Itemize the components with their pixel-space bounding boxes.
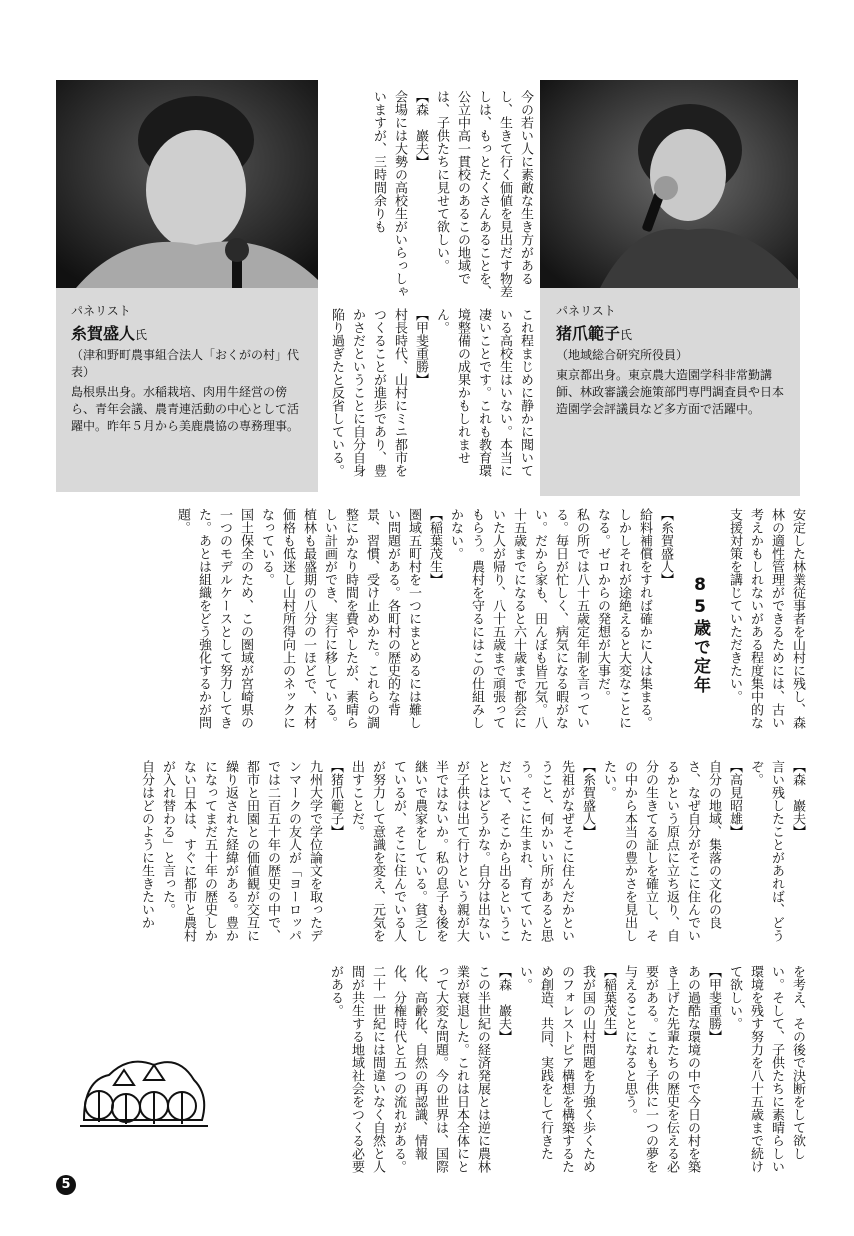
panelist-photo-itoga <box>56 80 318 288</box>
panelist-name: 猪爪範子氏 <box>556 324 633 343</box>
panelist-affiliation: （津和野町農事組合法人「おくがの村」代表） <box>71 348 300 379</box>
panelist-role: パネリスト <box>556 304 616 318</box>
top-right-text: 今の若い人に素敵な生き方があるし、生きて行く価値を見出だす物差しは、もっとたくさんあることを、公立中高一貫校のあるこの地域では、子供たちに見せて欲しい。 【森 巖夫】 会場には大勢の高校生がいらっしゃいますが、三時間余りも <box>371 90 533 298</box>
panelist-photo-inokuma <box>540 80 798 288</box>
middle-col-a: 安定した林業従事者を山村に残し、森林の適性管理ができるためには、古い考えかもしれないがある程度集中的な支援対策を講じていただきたい。 <box>727 508 805 729</box>
panelist-caption-itoga <box>56 288 318 492</box>
forest-illustration <box>74 1040 214 1130</box>
panelist-affiliation: （地域総合研究所役員） <box>556 348 689 362</box>
panelist-bio: 島根県出身。水稲栽培、肉用牛経営の傍ら、青年会議、農青連活動の中心として活躍中。昨年５月から美鹿農協の専務理事。 <box>71 385 300 433</box>
panelist-role: パネリスト <box>71 304 131 318</box>
panelist-caption-inokuma <box>540 288 800 496</box>
lower-col-a: 【森 巖夫】 言い残したことがあれば、どうぞ。 【高見昭雄】 自分の地域、集落の文化の良さ、なぜ自分がそこに住んでいるかという原点に立ち返り、自分の生きてる証しを確立し、その中から本当の豊かさを見出したい。 【糸賀盛人】 先祖がなぜそこに住んだかということ、何かいい所があると思う。そこに生まれ、育てていただいて、そこから出るということとはどうかな。自分は出ないが子供は出て行けという親が大半ではないか。私の息子も後を継いで農家をしている。貧乏しているが、そこに住んでいる人が努力して意識を変え、元気を出すことだ。 【猪爪範子】 九州大学で学位論文を取ったデンマークの友人が「ヨーロッパでは二百五十年の歴史の中で、都市と田園との価値観が交互に繰り返された経緯がある。豊かになってまだ五十年の歴史しかない日本は、すぐに都市と農村が入れ替わる」と言った。 自分はどのように生きたいか <box>139 760 805 942</box>
middle-col-b: 【糸賀盛人】 給料補償をすれば確かに人は集まる。しかしそれが途絶えると大変なことになる。ゼロからの発想が大事だ。 私の所では八十五歳定年制を言っている。毎日が忙しく、病気になる暇がない。だから家も、田んぼも皆元気。八十五歳までになると六十歳まで都会にいた人が帰り、八十五歳まで頑張ってもらう。農村を守るにはこの仕組みしかない。 【稲葉茂生】 圏域五町村を一つにまとめるには難しい問題がある。各町村の歴史的な背景、習慣、受け止めかた。これらの調整にかなり時間を費やしたが、素晴らしい計画ができ、実行に移している。 植林も最盛期の八分の一ほどで、木材価格も低迷し山村所得向上のネックになっている。 国土保全のため、この圏域が宮崎県の一つのモデルケースとして努力してきた。あとは組織をどう強化するかが問題。 <box>175 508 673 729</box>
lower-col-b: を考え、その後で決断をして欲しい。そして、子供たちに素晴らしい環境を残す努力を八十五歳まで続けて欲しい。 【甲斐重勝】 あの過酷な環境の中で今日の村を築き上げた先輩たちの歴史を伝える必要がある。これも子供に一つの夢を与えることになると思う。 【稲葉茂生】 我が国の山村問題を力強く歩くためのフォレストピア構想を構築するため創造、共同、実践をして行きたい。 【森 巖夫】 この半世紀の経済発展とは逆に農林業が衰退した。これは日本全体にとって大変な問題。今の世界は、国際化、高齢化、自然の再認識、情報化、分権時代と五つの流れがある。二十一世紀には間違いなく自然と人間が共生する地域社会をつくる必要がある。 <box>328 965 805 1173</box>
page-number: 5 <box>56 1175 76 1195</box>
panelist-bio: 東京都出身。東京農大造園学科非常勤講師、林政審議会施策部門専門調査員や日本造園学会評議員など多方面で活躍中。 <box>556 368 785 416</box>
top-middle-text: これ程まじめに静かに聞いている高校生はいない。本当に凄いことです。これも教育環境整備の成果かもしれません。 【甲斐重勝】 村長時代、山村にミニ都市をつくることが進歩であり、豊かさだということに自分自身陥り過ぎたと反省している。 <box>329 308 533 477</box>
section-heading: 85歳で定年 <box>690 575 710 695</box>
panelist-name: 糸賀盛人氏 <box>71 324 148 343</box>
